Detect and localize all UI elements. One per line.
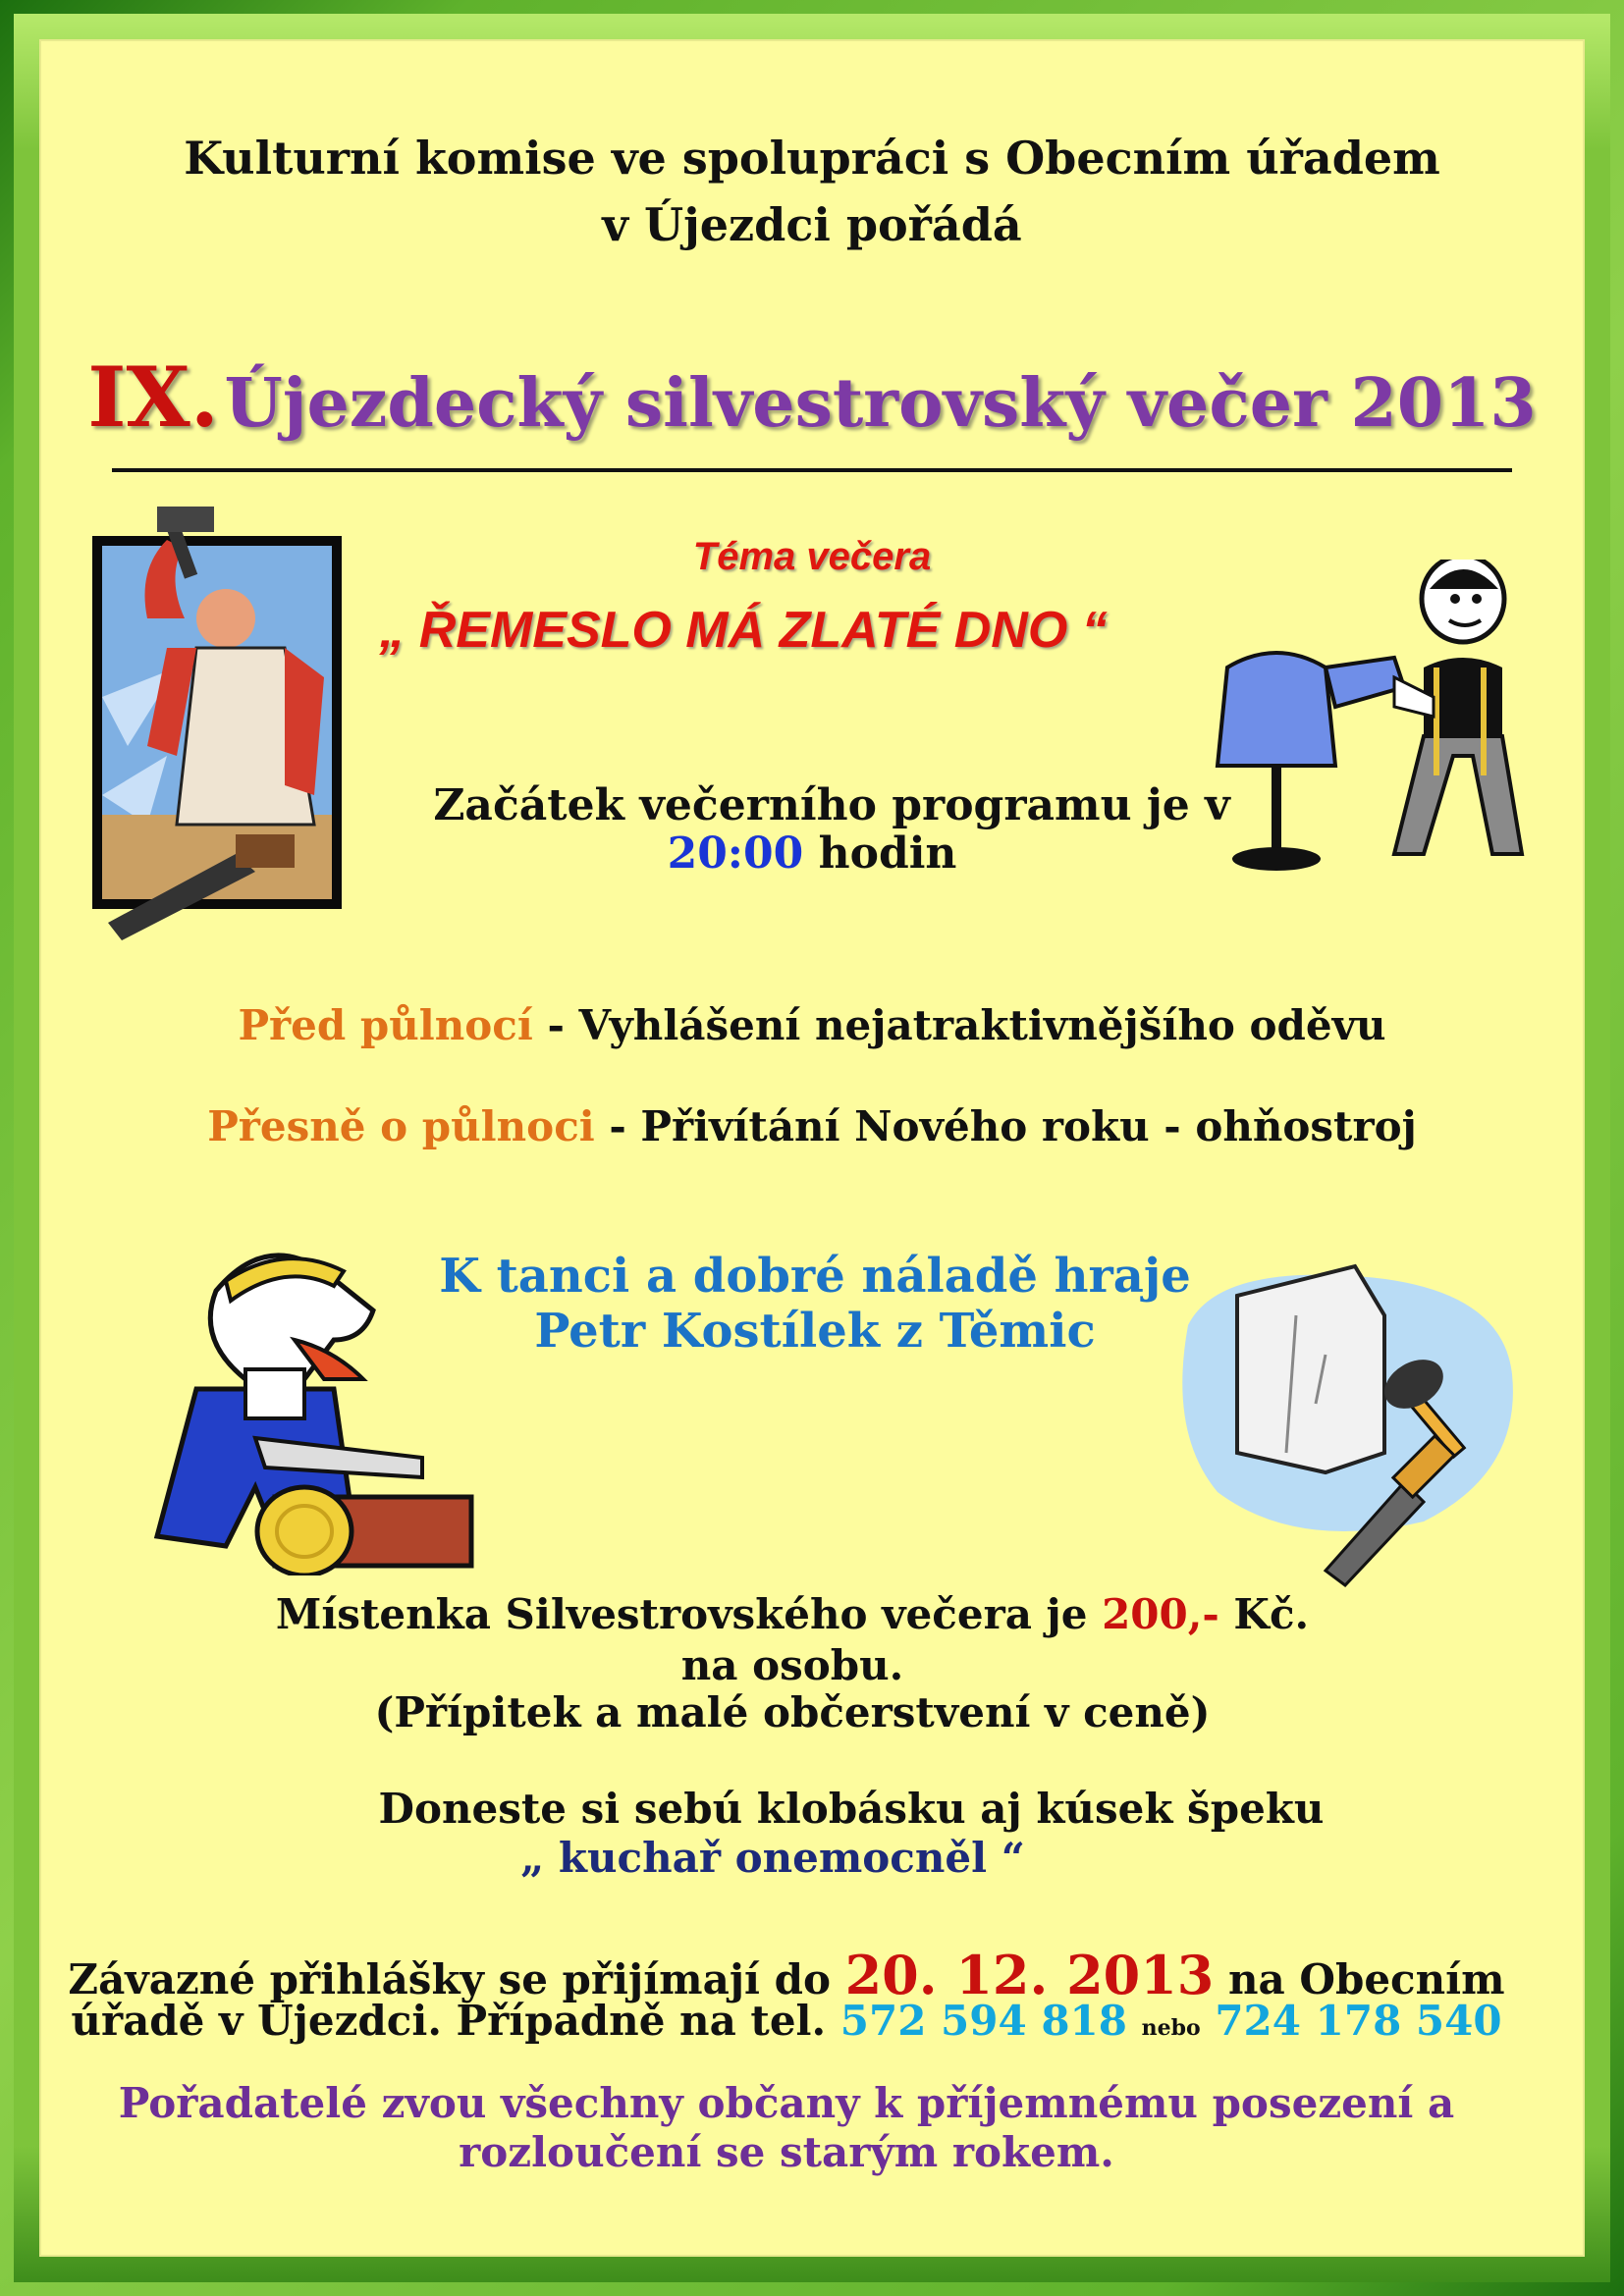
bring-line-1: Doneste si sebú klobásku aj kúsek špeku bbox=[378, 1785, 1325, 1833]
program-when-2: Přesně o půlnoci bbox=[207, 1102, 595, 1150]
event-title bbox=[0, 348, 1624, 446]
theme-name: „ ŘEMESLO MÁ ZLATÉ DNO “ bbox=[379, 602, 1108, 659]
theme-label: Téma večera bbox=[692, 535, 932, 578]
program-item-1: Před půlnocí - Vyhlášení nejatraktivnějšího oděvu bbox=[238, 1001, 1386, 1049]
music-line-1: K tanci a dobré náladě hraje bbox=[439, 1249, 1191, 1304]
closing-line-1: Pořadatelé zvou všechny občany k příjemnému posezení a bbox=[118, 2079, 1455, 2127]
woodcutter-clipart bbox=[137, 1232, 481, 1575]
title-numeral: IX. bbox=[87, 348, 219, 446]
registration-date: 20. 12. 2013 bbox=[844, 1944, 1215, 2006]
phone-2: 724 178 540 bbox=[1215, 1997, 1502, 2045]
bring-line-2: „ kuchař onemocněl “ bbox=[520, 1834, 1025, 1882]
start-line-1: Začátek večerního programu je v bbox=[433, 780, 1230, 830]
start-line-2 bbox=[0, 828, 1624, 879]
ticket-line-1: Místenka Silvestrovského večera je 200,- Kč. bbox=[275, 1590, 1310, 1638]
stonemason-clipart bbox=[1178, 1256, 1551, 1590]
program-what-2: Přivítání Nového roku - ohňostroj bbox=[640, 1102, 1417, 1150]
title-text: Újezdecký silvestrovský večer 2013 bbox=[224, 364, 1537, 443]
registration-line-1: Závazné přihlášky se přijímají do 20. 12. 2013 na Obecním bbox=[68, 1944, 1505, 2006]
ticket-line-3: (Přípitek a malé občerstvení v ceně) bbox=[374, 1688, 1211, 1736]
program-what-1: Vyhlášení nejatraktivnějšího oděvu bbox=[578, 1001, 1386, 1049]
ticket-line-2: na osobu. bbox=[680, 1641, 904, 1689]
ticket-price: 200,- bbox=[1102, 1590, 1219, 1638]
program-item-2: Přesně o půlnoci - Přivítání Nového roku - ohňostroj bbox=[207, 1102, 1417, 1150]
closing-line-2: rozloučení se starým rokem. bbox=[459, 2128, 1114, 2176]
organizer-line-1: Kulturní komise ve spolupráci s Obecním úřadem bbox=[184, 132, 1440, 185]
title-divider bbox=[112, 468, 1512, 472]
music-line-2: Petr Kostílek z Těmic bbox=[534, 1304, 1096, 1359]
phone-separator: nebo bbox=[1141, 2015, 1201, 2041]
registration-line-2: úřadě v Újezdci. Případně na tel. 572 594 818 nebo 724 178 540 bbox=[71, 1997, 1502, 2045]
program-when-1: Před půlnocí bbox=[238, 1001, 533, 1049]
phone-1: 572 594 818 bbox=[839, 1997, 1128, 2045]
start-unit: hodin bbox=[818, 828, 957, 879]
organizer-line-2: v Újezdci pořádá bbox=[602, 198, 1022, 251]
start-time: 20:00 bbox=[667, 828, 804, 879]
